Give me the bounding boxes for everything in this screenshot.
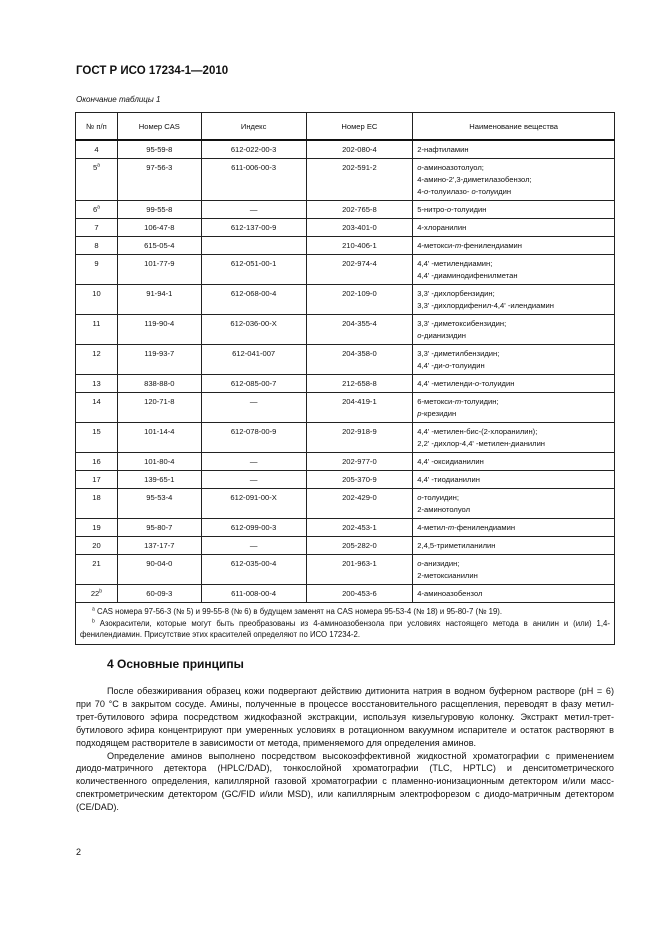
cell-name	[413, 375, 615, 393]
cell-name	[413, 255, 615, 285]
cell-index: 612-041-007	[201, 345, 306, 375]
cell-name	[413, 585, 615, 603]
cell-cas: 139-65-1	[117, 471, 201, 489]
cell-ec: 202-109-0	[306, 285, 413, 315]
table-footnotes	[76, 603, 615, 645]
table-row	[76, 159, 615, 201]
substance-name-line: 4,4' -метиленди-о-толуидин	[417, 379, 515, 388]
cell-ec: 203-401-0	[306, 219, 413, 237]
cell-cas: 838-88-0	[117, 375, 201, 393]
cell-num: 18	[76, 489, 118, 519]
cell-cas: 101-77-9	[117, 255, 201, 285]
section-body	[76, 685, 614, 814]
cell-ec: 202-080-4	[306, 140, 413, 159]
footnote-text: Азокрасители, которые могут быть преобразованы из 4-аминоазобензола при условиях настоящего метода в анилин и (или) 1,4-фенилендиамин. Присутствие этих красителей определяют по ИСО 17234-2.	[80, 618, 610, 639]
table-row	[76, 423, 615, 453]
table-row	[76, 453, 615, 471]
column-header-cas: Номер CAS	[117, 113, 201, 141]
footnote-mark: a	[97, 204, 100, 211]
cell-index: 612-085-00-7	[201, 375, 306, 393]
paragraph: После обезжиривания образец кожи подвергают действию дитионита натрия в водном буферном растворе (pH = 6) при 70 °C в закрытом сосуде. Амины, полученные в процессе восстановительного расщепления, переводят в фазу метил-трет-бутилового эфира посредством жидкофазной экстракции, используя кизельгуровую колонку. Экстракт метил-трет-бутилового эфира концентрируют при умеренных условиях в ротационном вакуумном испарителе и остаток растворяют в подходящем растворителе в зависимости от метода, применяемого для определения аминов.	[76, 686, 614, 748]
section-title: 4 Основные принципы	[107, 657, 244, 671]
cell-index: 612-035-00-4	[201, 555, 306, 585]
cell-num: 10	[76, 285, 118, 315]
substance-name-line: 4-метил-m-фенилендиамин	[417, 523, 516, 532]
substance-name-line: о-толуидин;	[417, 493, 459, 502]
cell-ec: 201-963-1	[306, 555, 413, 585]
cell-index: —	[201, 453, 306, 471]
substance-name-line: 4,4' -ди-о-толуидин	[417, 361, 485, 370]
table-caption: Окончание таблицы 1	[76, 95, 161, 104]
table-row	[76, 489, 615, 519]
cell-ec: 202-918-9	[306, 423, 413, 453]
cell-name	[413, 555, 615, 585]
column-header-num: № п/п	[76, 113, 118, 141]
cell-ec: 212-658-8	[306, 375, 413, 393]
page-number: 2	[76, 847, 82, 857]
table-row	[76, 471, 615, 489]
table-row	[76, 537, 615, 555]
substance-name-line: p-крезидин	[417, 409, 457, 418]
table-row	[76, 219, 615, 237]
cell-cas: 91-94-1	[117, 285, 201, 315]
cell-name	[413, 471, 615, 489]
cell-num: 6$^a$	[76, 201, 118, 219]
table-row	[76, 393, 615, 423]
cell-ec: 205-282-0	[306, 537, 413, 555]
cell-ec: 202-591-2	[306, 159, 413, 201]
cell-index: 611-006-00-3	[201, 159, 306, 201]
cell-index: —	[201, 471, 306, 489]
substance-name-line: 4-метокси-m-фенилендиамин	[417, 241, 522, 250]
table-row	[76, 140, 615, 159]
table-header-row	[76, 113, 615, 141]
cell-ec: 202-429-0	[306, 489, 413, 519]
substance-name-line: 2-аминотолуол	[417, 505, 471, 514]
table-row	[76, 585, 615, 603]
substance-name-line: 4,4' -тиодианилин	[417, 475, 480, 484]
cell-index: 611-008-00-4	[201, 585, 306, 603]
cell-ec: 202-974-4	[306, 255, 413, 285]
cell-cas: 119-93-7	[117, 345, 201, 375]
footnote-mark: b	[99, 588, 103, 595]
table-row	[76, 519, 615, 537]
substance-name-line: 5-нитро-о-толуидин	[417, 205, 487, 214]
table-row	[76, 237, 615, 255]
cell-cas: 101-14-4	[117, 423, 201, 453]
substance-name-line: 4-амино-2',3-диметилазобензол;	[417, 175, 532, 184]
cell-index: —	[201, 201, 306, 219]
cell-index: 612-099-00-3	[201, 519, 306, 537]
cell-name	[413, 423, 615, 453]
cell-ec: 210-406-1	[306, 237, 413, 255]
substance-name-line: 2,4,5-триметиланилин	[417, 541, 496, 550]
substance-name-line: 3,3' -диметилбензидин;	[417, 349, 500, 358]
cell-name	[413, 537, 615, 555]
cell-ec: 204-355-4	[306, 315, 413, 345]
cell-index: —	[201, 537, 306, 555]
table-row	[76, 375, 615, 393]
document-header: ГОСТ Р ИСО 17234-1—2010	[76, 65, 229, 77]
cell-num: 17	[76, 471, 118, 489]
footnote-text: CAS номера 97-56-3 (№ 5) и 99-55-8 (№ 6) в будущем заменят на CAS номера 95-53-4 (№ 18) и 95-80-7 (№ 19).	[96, 607, 503, 616]
cell-cas: 120-71-8	[117, 393, 201, 423]
cell-name	[413, 237, 615, 255]
cell-ec: 202-765-8	[306, 201, 413, 219]
substance-name-line: о-дианизидин	[417, 331, 466, 340]
cell-ec: 204-358-0	[306, 345, 413, 375]
substance-name-line: 3,3' -диметоксибензидин;	[417, 319, 507, 328]
cell-name	[413, 315, 615, 345]
substance-name-line: 4,4' -метилендиамин;	[417, 259, 493, 268]
cell-name	[413, 345, 615, 375]
table-row	[76, 555, 615, 585]
cell-num: 14	[76, 393, 118, 423]
cell-cas: 615-05-4	[117, 237, 201, 255]
cell-ec: 200-453-6	[306, 585, 413, 603]
cell-index	[201, 237, 306, 255]
cell-num: 15	[76, 423, 118, 453]
cell-name	[413, 219, 615, 237]
cell-num: 7	[76, 219, 118, 237]
column-header-ec: Номер ЕС	[306, 113, 413, 141]
cell-name	[413, 140, 615, 159]
cell-num: 16	[76, 453, 118, 471]
substance-name-line: 2,2' -дихлор-4,4' -метилен-дианилин	[417, 439, 546, 448]
substance-name-line: 3,3' -дихлорбензидин;	[417, 289, 495, 298]
cell-ec: 202-977-0	[306, 453, 413, 471]
cell-cas: 99-55-8	[117, 201, 201, 219]
cell-num: 12	[76, 345, 118, 375]
table-row	[76, 315, 615, 345]
cell-cas: 106-47-8	[117, 219, 201, 237]
cell-num: 21	[76, 555, 118, 585]
cell-name	[413, 453, 615, 471]
cell-name	[413, 285, 615, 315]
footnote-mark: a	[92, 606, 95, 613]
cell-num: 9	[76, 255, 118, 285]
footnote-mark: a	[97, 162, 100, 169]
cell-name	[413, 393, 615, 423]
footnote-b	[80, 618, 610, 641]
cell-cas: 95-53-4	[117, 489, 201, 519]
cell-num: 13	[76, 375, 118, 393]
cell-ec: 202-453-1	[306, 519, 413, 537]
footnote-a	[80, 606, 610, 618]
cell-name	[413, 201, 615, 219]
footnote-mark: b	[92, 617, 95, 624]
cell-num: 11	[76, 315, 118, 345]
cell-cas: 90-04-0	[117, 555, 201, 585]
cell-cas: 101-80-4	[117, 453, 201, 471]
cell-index: 612-022-00-3	[201, 140, 306, 159]
cell-num: 5$^a$	[76, 159, 118, 201]
substance-name-line: 4,4' -оксидианилин	[417, 457, 484, 466]
substance-name-line: 4-аминоазобензол	[417, 589, 483, 598]
cell-num: 22$^b$	[76, 585, 118, 603]
substance-name-line: 2-нафтиламин	[417, 145, 469, 154]
cell-index: 612-068-00-4	[201, 285, 306, 315]
substance-name-line: 3,3' -дихлордифенил-4,4' -илендиамин	[417, 301, 554, 310]
substance-name-line: о-анизидин;	[417, 559, 460, 568]
substance-name-line: 4,4' -метилен-бис-(2-хлоранилин);	[417, 427, 538, 436]
substance-name-line: 6-метокси-m-толуидин;	[417, 397, 499, 406]
table-footnotes-row	[76, 603, 615, 645]
table-row	[76, 255, 615, 285]
cell-cas: 137-17-7	[117, 537, 201, 555]
cell-cas: 60-09-3	[117, 585, 201, 603]
cell-index: 612-051-00-1	[201, 255, 306, 285]
cell-ec: 204-419-1	[306, 393, 413, 423]
substance-name-line: 2-метоксианилин	[417, 571, 478, 580]
cell-index: 612-091-00-X	[201, 489, 306, 519]
substance-name-line: 4-хлоранилин	[417, 223, 467, 232]
cell-cas: 95-59-8	[117, 140, 201, 159]
cell-cas: 97-56-3	[117, 159, 201, 201]
cell-num: 4	[76, 140, 118, 159]
table-row	[76, 285, 615, 315]
substance-name-line: о-аминоазотолуол;	[417, 163, 484, 172]
cell-num: 8	[76, 237, 118, 255]
column-header-index: Индекс	[201, 113, 306, 141]
cell-index: 612-078-00-9	[201, 423, 306, 453]
substance-name-line: 4,4' -диаминодифенилметан	[417, 271, 518, 280]
cell-num: 20	[76, 537, 118, 555]
column-header-name: Наименование вещества	[413, 113, 615, 141]
substances-table	[75, 112, 615, 645]
cell-index: 612-137-00-9	[201, 219, 306, 237]
cell-cas: 119-90-4	[117, 315, 201, 345]
cell-ec: 205-370-9	[306, 471, 413, 489]
paragraph: Определение аминов выполнено посредством высокоэффективной жидкостной хроматографии с применением диодо-матричного детектора (HPLC/DAD), тонкослойной хроматографии (TLC, HPTLC) и денситометрического количественного определения, капиллярной газовой хроматографии с пламенно-ионизационным детектором и/или масс-спектрометрическим детектором (GC/FID и/или MSD), или капиллярным электрофорезом с диодо-матричным детектором (CE/DAD).	[76, 750, 614, 813]
cell-num: 19	[76, 519, 118, 537]
table-row	[76, 201, 615, 219]
substance-name-line: 4-о-толуилазо- о-толуидин	[417, 187, 512, 196]
table-row	[76, 345, 615, 375]
cell-cas: 95-80-7	[117, 519, 201, 537]
cell-index: —	[201, 393, 306, 423]
cell-name	[413, 489, 615, 519]
cell-index: 612-036-00-X	[201, 315, 306, 345]
cell-name	[413, 519, 615, 537]
cell-name	[413, 159, 615, 201]
